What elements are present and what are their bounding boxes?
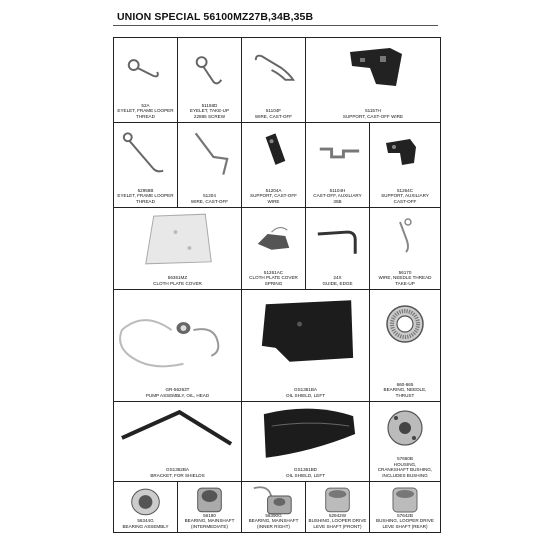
eyelet-takeup-image [178,38,241,98]
looper-bushing-rear-image [370,482,440,516]
part-caption-line: INCLUDES BUSHING [382,472,428,478]
part-caption-line: GR-56263T [165,387,190,393]
part-cell-51158d [178,38,242,123]
part-caption-line: OIL SHIELD, LEFT [286,472,325,478]
part-caption-line: 22885 SCREW [193,113,226,119]
part-cell-51204 [178,123,242,208]
part-caption-line: 52942W [328,512,347,518]
part-caption-line: BRACKET, FOR SHIELDS [150,472,205,478]
part-caption-line: WIRE [267,198,280,204]
mainshaft-bearing-inner-right-image [242,482,305,516]
part-caption-line: 51204 [203,193,216,199]
part-caption-line: PUMP ASSEMBLY, OIL, HEAD [145,392,210,398]
part-caption-line: THREAD [136,198,155,204]
castoff-support-image [306,38,440,98]
part-caption-line: BEARING ASSEMBLY [122,523,169,529]
part-caption-line: EYELET, FRAME LOOPER [117,108,174,114]
part-cell-57660b [370,402,440,482]
part-caption-line: 51158D [201,102,218,108]
catalog-title: UNION SPECIAL 56100MZ27B,34B,35B [117,11,314,23]
auxiliary-support-image [370,123,440,183]
part-caption-line: BUSHING, LOOPER DRIVE [308,518,367,524]
part-caption-line: 51204A [265,187,282,193]
part-caption-line: EYELET, FRAME LOOPER [117,193,174,199]
part-cell-56390g [242,482,306,532]
support-block-image [242,123,305,183]
part-caption-line: 660-665 [396,381,414,387]
part-cell-24x [306,208,370,290]
part-caption-line: 51261AC [263,269,284,275]
part-caption-line: SUPPORT, CAST-OFF WIRE [342,113,404,119]
castoff-wire-bent-image [178,123,241,183]
part-caption-line: 52958B [137,187,154,193]
part-caption-line: GUIDE, EDGE [322,280,353,286]
part-caption-line: SUPPORT, AUXILIARY [381,193,429,199]
part-cell-51261ac [242,208,306,290]
part-caption-line: SPRING [264,280,283,286]
bearing-assembly-image [114,482,177,518]
part-cell-56344g [114,482,178,532]
title-rule [113,25,438,26]
part-caption-line: 51104F [265,108,282,114]
part-cell-56361mz [114,208,242,290]
part-caption-line: GS1361BD [293,467,318,473]
part-cell-51104f [242,38,306,123]
part-caption-line: HOUSING, [393,461,417,467]
part-caption-line: CAST-OFF [393,198,417,204]
part-cell-51204a [242,123,306,208]
part-caption-line: OIL SHIELD, LEFT [286,392,325,398]
cover-spring-image [242,208,305,264]
looper-bushing-front-image [306,482,369,516]
part-cell-gs1362ba [114,402,242,482]
parts-grid [113,37,441,533]
cloth-plate-cover-image [114,208,241,270]
part-caption-line: 35B [333,198,342,204]
part-cell-56190 [178,482,242,532]
crankshaft-housing-image [370,402,440,456]
eyelet-long-wire-image [114,123,177,183]
part-cell-gs1361ba [242,290,370,402]
part-caption-line: WIRE, CAST-OFF [254,113,293,119]
part-cell-57642b [370,482,440,532]
part-caption-line: THRUST [395,392,415,398]
part-cell-56170 [370,208,440,290]
part-cell-660-665 [370,290,440,402]
part-caption-line: (INTERMEDIATE) [191,523,228,529]
part-cell-51104h [306,123,370,208]
part-caption-line: EYELET, TAKE-UP [189,108,230,114]
oil-shield-left-image [242,290,369,378]
part-cell-51264c [370,123,440,208]
part-caption-line: GS1361BA [294,387,317,393]
part-cell-52958b [114,123,178,208]
edge-guide-image [306,208,369,264]
part-caption-line: THREAD [136,113,155,119]
eyelet-wire-image [114,38,177,98]
oil-pump-assembly-image [114,290,241,380]
part-caption-line: 51264C [396,187,414,193]
oil-shield-curved-image [242,402,369,464]
mainshaft-bearing-intermediate-image [178,482,241,516]
part-caption-line: GS1362BA [166,467,189,473]
part-caption-line: LEVE SHAFT (REAR) [382,523,428,529]
part-caption-line: (INNER RIGHT) [257,523,290,529]
part-caption-line: CRANKSHAFT BUSHING, [377,467,433,473]
part-cell-52942w [306,482,370,532]
part-cell-51157h [306,38,440,123]
part-caption-line: 56344G [137,518,154,524]
part-caption-line: 57660B [397,456,413,462]
part-caption-line: BUSHING, LOOPER DRIVE [376,518,434,524]
part-cell-gr56263t [114,290,242,402]
castoff-wire-image [242,38,305,98]
part-caption-line: 57642B [397,512,413,518]
shield-bracket-image [114,402,241,464]
thrust-bearing-image [370,290,440,370]
part-caption-line: 56190 [203,512,216,518]
part-caption-line: WIRE, NEEDLE THREAD [378,275,432,281]
part-cell-gs1361bd [242,402,370,482]
part-caption-line: 56170 [398,269,412,275]
part-caption-line: BEARING, MAINSHAFT [184,518,235,524]
part-caption-line: SUPPORT, CAST-OFF [250,193,297,199]
part-caption-line: LEVE SHAFT (FRONT) [313,523,362,529]
part-cell-52a [114,38,178,123]
part-caption-line: CLOTH PLATE COVER [249,275,298,281]
part-caption-line: 52A [141,102,150,108]
part-caption-line: 24X [333,275,342,281]
auxiliary-castoff-image [306,123,369,183]
part-caption-line: BEARING, MAINSHAFT [248,518,299,524]
part-caption-line: 51104H [329,187,346,193]
part-caption-line: 56390G [265,512,282,518]
part-caption-line: 51157H [365,108,381,114]
takeup-wire-image [370,208,440,264]
part-caption-line: WIRE, CAST-OFF [190,198,229,204]
part-caption-line: TAKE-UP [395,280,415,286]
part-caption-line: 56361MZ [167,275,188,281]
part-caption-line: CAST-OFF, AUXILIARY [313,193,362,199]
part-caption-line: BEARING, NEEDLE, [383,387,427,393]
part-caption-line: CLOTH PLATE COVER [153,280,202,286]
